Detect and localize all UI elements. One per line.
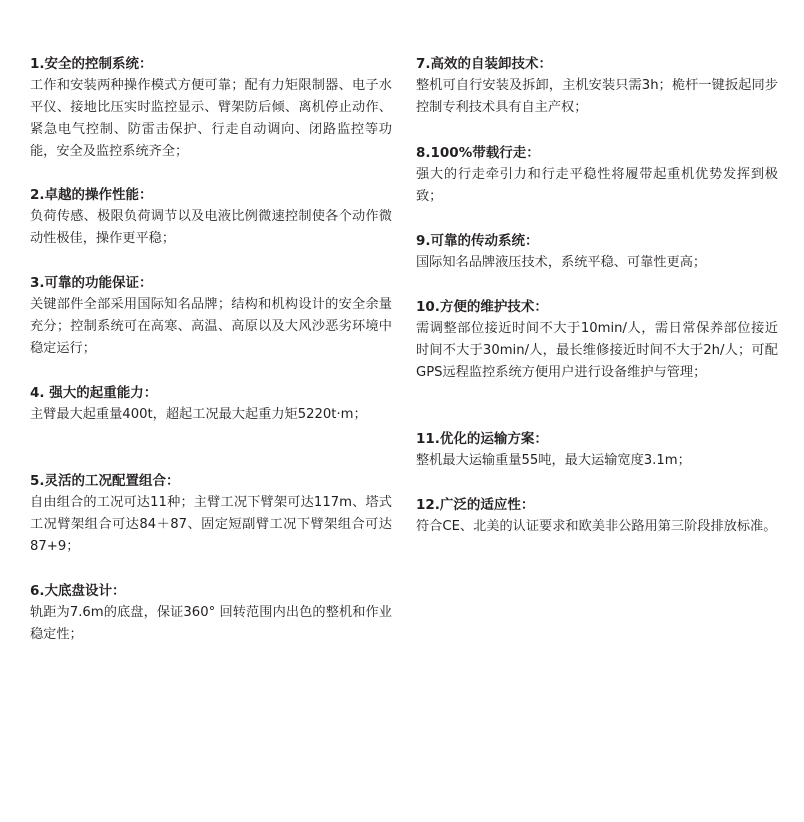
feature-title: 6.大底盘设计： bbox=[30, 583, 126, 599]
feature-section bbox=[30, 382, 392, 426]
feature-body: 关键部件全部采用国际知名品牌；结构和机构设计的安全余量充分；控制系统可在高寒、高温、高原以及大风沙恶劣环境中稳定运行； bbox=[30, 297, 392, 356]
feature-section bbox=[416, 296, 778, 384]
feature-body: 自由组合的工况可达11种；主臂工况下臂架可达117m、塔式工况臂架组合可达84＋87、固定短副臂工况下臂架组合可达87+9； bbox=[30, 495, 392, 554]
feature-title: 4. 强大的起重能力： bbox=[30, 385, 158, 401]
feature-section bbox=[30, 53, 392, 163]
feature-body: 轨距为7.6m的底盘，保证360° 回转范围内出色的整机和作业稳定性； bbox=[30, 605, 392, 642]
feature-title: 8.100%带载行走： bbox=[416, 145, 540, 161]
feature-section bbox=[416, 142, 778, 208]
feature-body: 整机可自行安装及拆卸，主机安装只需3h；桅杆一键扳起同步控制专利技术具有自主产权； bbox=[416, 78, 778, 115]
feature-title: 5.灵活的工况配置组合： bbox=[30, 473, 180, 489]
feature-title: 3.可靠的功能保证： bbox=[30, 275, 153, 291]
feature-body: 工作和安装两种操作模式方便可靠；配有力矩限制器、电子水平仪、接地比压实时监控显示、臂架防后倾、离机停止动作、紧急电气控制、防雷击保护、行走自动调向、闭路监控等功能，安全及监控系统齐全； bbox=[30, 78, 392, 159]
feature-body: 符合CE、北美的认证要求和欧美非公路用第三阶段排放标准。 bbox=[416, 519, 777, 534]
feature-body: 整机最大运输重量55吨，最大运输宽度3.1m； bbox=[416, 453, 691, 468]
feature-title: 11.优化的运输方案： bbox=[416, 431, 548, 447]
feature-section bbox=[416, 53, 778, 119]
feature-body: 国际知名品牌液压技术，系统平稳、可靠性更高； bbox=[416, 255, 707, 270]
feature-title: 2.卓越的操作性能： bbox=[30, 187, 153, 203]
feature-section bbox=[30, 580, 392, 646]
feature-title: 7.高效的自装卸技术： bbox=[416, 56, 553, 72]
feature-section bbox=[416, 230, 778, 274]
feature-body: 需调整部位接近时间不大于10min/人，需日常保养部位接近时间不大于30min/人，最长维修接近时间不大于2h/人；可配GPS远程监控系统方便用户进行设备维护与管理； bbox=[416, 321, 778, 380]
feature-title: 12.广泛的适应性： bbox=[416, 497, 535, 513]
feature-section bbox=[416, 428, 778, 472]
feature-section bbox=[30, 184, 392, 250]
feature-section bbox=[30, 470, 392, 558]
feature-title: 9.可靠的传动系统： bbox=[416, 233, 539, 249]
feature-body: 负荷传感、极限负荷调节以及电液比例微速控制使各个动作微动性极佳，操作更平稳； bbox=[30, 209, 392, 246]
feature-section bbox=[416, 494, 778, 538]
feature-section bbox=[30, 272, 392, 360]
feature-body: 强大的行走牵引力和行走平稳性将履带起重机优势发挥到极致； bbox=[416, 167, 778, 204]
feature-title: 10.方便的维护技术： bbox=[416, 299, 548, 315]
feature-title: 1.安全的控制系统： bbox=[30, 56, 153, 72]
feature-body: 主臂最大起重量400t，超起工况最大起重力矩5220t·m； bbox=[30, 407, 367, 422]
